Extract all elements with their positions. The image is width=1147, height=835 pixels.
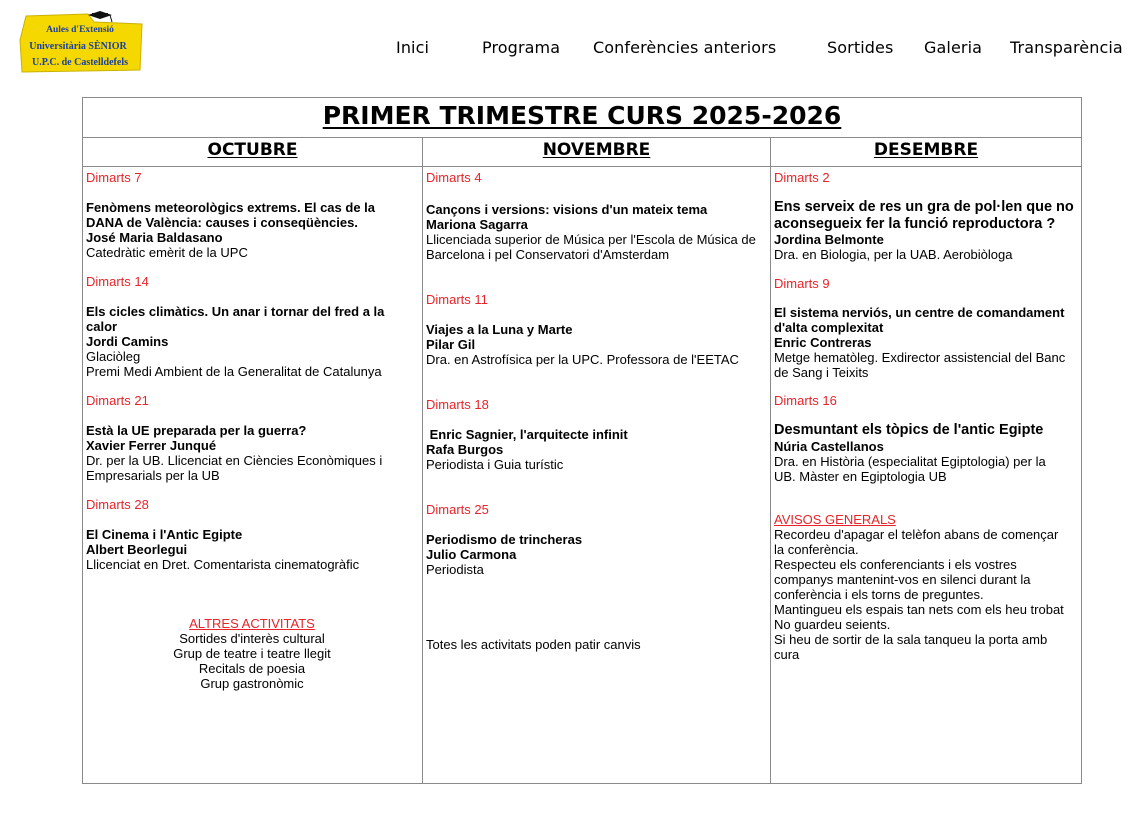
changes-note: Totes les activitats poden patir canvis xyxy=(426,637,641,652)
other-activity-item: Grup de teatre i teatre llegit xyxy=(173,646,331,661)
event-info: Premi Medi Ambient de la Generalitat de Catalunya xyxy=(86,364,382,379)
event-info: Periodista xyxy=(426,562,484,577)
notice-line: Si heu de sortir de la sala tanqueu la porta amb xyxy=(774,631,1048,647)
notice-line: Recordeu d'apagar el telèfon abans de començar xyxy=(774,526,1059,542)
event-title: Està la UE preparada per la guerra? xyxy=(86,423,307,438)
event-info: Dr. per la UB. Llicenciat en Ciències Econòmiques i xyxy=(86,453,383,468)
event-title: DANA de València: causes i conseqüències. xyxy=(86,215,358,230)
schedule-image xyxy=(82,97,1082,784)
event-speaker: Xavier Ferrer Junqué xyxy=(86,438,217,453)
event-title: d'alta complexitat xyxy=(774,320,884,335)
nav-programa[interactable]: Programa xyxy=(482,38,561,57)
event-info: Glaciòleg xyxy=(86,349,141,364)
event-title: aconsegueix fer la funció reproductora ? xyxy=(774,215,1056,232)
column-novembre xyxy=(426,170,768,577)
event-info: Catedràtic emèrit de la UPC xyxy=(86,245,248,260)
logo-line-1: Aules d'Extensió xyxy=(46,25,114,35)
schedule-title: PRIMER TRIMESTRE CURS 2025-2026 xyxy=(83,98,1081,138)
other-activity-item: Recitals de poesia xyxy=(198,661,306,676)
event-speaker: Albert Beorlegui xyxy=(86,542,188,557)
nav-sortides[interactable]: Sortides xyxy=(827,38,894,57)
notice-line: la conferència. xyxy=(774,541,859,557)
event-speaker: Núria Castellanos xyxy=(774,438,884,454)
event-date: Dimarts 25 xyxy=(426,502,489,517)
event-speaker: Mariona Sagarra xyxy=(426,217,528,232)
column-desembre xyxy=(774,170,1080,662)
event-date: Dimarts 16 xyxy=(774,393,837,408)
logo-line-2: Universitària SÈNIOR xyxy=(29,41,127,52)
event-info: Metge hematòleg. Exdirector assistencial del Banc xyxy=(774,350,1066,365)
notice-line: No guardeu seients. xyxy=(774,616,891,632)
month-header-novembre: NOVEMBRE xyxy=(423,138,770,167)
month-header-desembre: DESEMBRE xyxy=(771,138,1081,167)
event-info: Llicenciat en Dret. Comentarista cinematogràfic xyxy=(86,557,360,572)
event-info: Dra. en Astrofísica per la UPC. Professora de l'EETAC xyxy=(426,352,739,367)
notice-line: cura xyxy=(774,646,800,662)
event-info: Dra. en Biologia, per la UAB. Aerobiòloga xyxy=(774,247,1013,262)
event-title: Fenòmens meteorològics extrems. El cas de la xyxy=(86,200,376,215)
event-date: Dimarts 28 xyxy=(86,497,149,512)
event-info: Llicenciada superior de Música per l'Escola de Música de xyxy=(426,232,756,247)
event-title: Periodismo de trincheras xyxy=(426,532,583,547)
event-speaker: Jordina Belmonte xyxy=(774,232,884,247)
event-title: El Cinema i l'Antic Egipte xyxy=(86,527,243,542)
notice-line: companys mantenint-vos en silenci durant la xyxy=(774,571,1031,587)
column-divider xyxy=(422,138,423,783)
logo-line-3: U.P.C. de Castelldefels xyxy=(31,57,129,68)
notice-line: Mantingueu els espais tan nets com els heu trobat xyxy=(774,601,1064,617)
event-info: de Sang i Teixits xyxy=(774,365,869,380)
notice-line: conferència i els torns de preguntes. xyxy=(774,586,984,602)
event-date: Dimarts 7 xyxy=(86,170,142,185)
event-date: Dimarts 21 xyxy=(86,393,149,408)
notice-line: Respecteu els conferenciants i els vostres xyxy=(774,556,1017,572)
event-title: Els cicles climàtics. Un anar i tornar del fred a la xyxy=(86,304,385,319)
event-title: Desmuntant els tòpics de l'antic Egipte xyxy=(774,422,1044,438)
general-notices-heading: AVISOS GENERALS xyxy=(774,511,896,527)
main-nav xyxy=(0,38,1147,60)
nav-inici[interactable]: Inici xyxy=(396,38,430,57)
column-divider xyxy=(770,138,771,783)
nav-galeria[interactable]: Galeria xyxy=(924,38,983,57)
event-info: Empresarials per la UB xyxy=(86,468,220,483)
event-title: Cançons i versions: visions d'un mateix tema xyxy=(426,202,708,217)
event-speaker: Jordi Camins xyxy=(86,334,169,349)
event-date: Dimarts 9 xyxy=(774,276,830,291)
nav-transparencia[interactable]: Transparència xyxy=(1010,38,1123,57)
other-activity-item: Grup gastronòmic xyxy=(200,676,304,691)
other-activities-heading: ALTRES ACTIVITATS xyxy=(189,616,315,631)
event-speaker: José Maria Baldasano xyxy=(86,230,223,245)
event-title: El sistema nerviós, un centre de comandament xyxy=(774,305,1065,320)
month-header-octubre: OCTUBRE xyxy=(83,138,422,167)
event-date: Dimarts 18 xyxy=(426,397,489,412)
event-speaker: Enric Contreras xyxy=(774,335,872,350)
event-speaker: Rafa Burgos xyxy=(426,442,504,457)
event-title: Enric Sagnier, l'arquitecte infinit xyxy=(426,427,628,442)
column-octubre xyxy=(86,170,420,572)
event-title: Viajes a la Luna y Marte xyxy=(426,322,573,337)
event-info: Dra. en Història (especialitat Egiptologia) per la xyxy=(774,453,1046,469)
event-date: Dimarts 4 xyxy=(426,170,482,185)
event-title: Ens serveix de res un gra de pol·len que no xyxy=(774,199,1074,215)
event-date: Dimarts 11 xyxy=(426,292,488,307)
event-date: Dimarts 14 xyxy=(86,274,149,289)
other-activity-item: Sortides d'interès cultural xyxy=(179,631,325,646)
other-activities xyxy=(83,616,421,691)
event-info: UB. Màster en Egiptologia UB xyxy=(774,468,947,484)
event-info: Barcelona i pel Conservatori d'Amsterdam xyxy=(426,247,670,262)
nav-conferencies-anteriors[interactable]: Conferències anteriors xyxy=(593,38,777,57)
event-info: Periodista i Guia turístic xyxy=(426,457,564,472)
event-speaker: Pilar Gil xyxy=(426,337,476,352)
event-speaker: Julio Carmona xyxy=(426,547,517,562)
event-title: calor xyxy=(86,319,118,334)
event-date: Dimarts 2 xyxy=(774,170,830,185)
